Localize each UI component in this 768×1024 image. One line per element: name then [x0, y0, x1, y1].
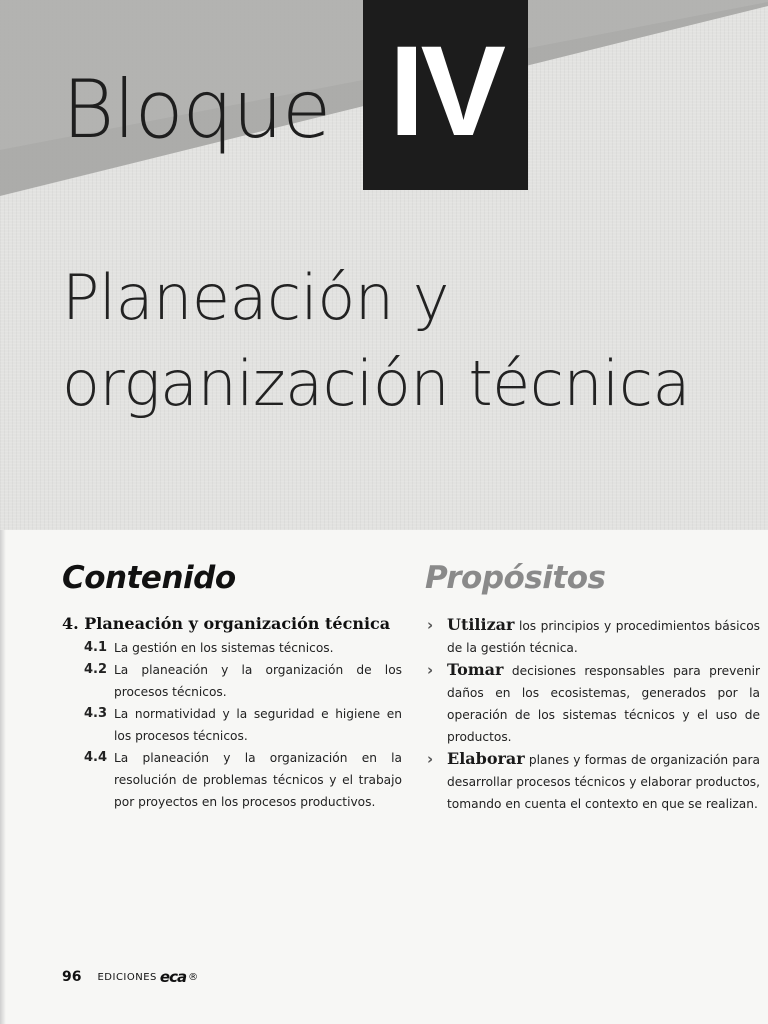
toc-item — [62, 659, 402, 703]
purpose-text: planes y formas de organización para desarrollar procesos técnicos y elaborar productos, tomando en cuenta el contexto en que se realizan. — [447, 753, 760, 811]
bloque-label: Bloque — [62, 63, 331, 156]
propositos-heading: Propósitos — [425, 560, 606, 596]
page-number: 96 — [62, 969, 82, 985]
chevron-right-icon: › — [427, 750, 434, 768]
toc-item — [62, 637, 402, 659]
propositos-column — [425, 560, 760, 815]
purpose-verb: Tomar — [447, 660, 504, 679]
toc-item-text: La normatividad y la seguridad e higiene en los procesos técnicos. — [114, 707, 402, 743]
purpose-item — [425, 614, 760, 659]
publisher-logo: eca — [159, 968, 187, 986]
toc-item-number: 4.4 — [84, 750, 108, 765]
section-title: 4. Planeación y organización técnica — [62, 614, 391, 633]
block-title — [62, 255, 762, 427]
bloque-numeral-box — [363, 0, 528, 190]
chevron-right-icon: › — [427, 616, 434, 634]
toc-item-number: 4.2 — [84, 662, 108, 677]
toc-item — [62, 747, 402, 813]
chevron-right-icon: › — [427, 661, 434, 679]
contenido-heading: Contenido — [62, 560, 236, 596]
page-footer — [62, 968, 198, 986]
toc-item-text: La gestión en los sistemas técnicos. — [114, 641, 334, 655]
purpose-item — [425, 659, 760, 748]
toc-item-number: 4.1 — [84, 640, 108, 655]
contenido-column — [62, 560, 402, 813]
toc-item-text: La planeación y la organización de los procesos técnicos. — [114, 663, 402, 699]
purpose-text: decisiones responsables para prevenir daños en los ecosistemas, generados por la operación de los sistemas técnicos y el uso de productos. — [447, 664, 760, 744]
bloque-numeral: IV — [389, 20, 502, 163]
purpose-text: los principios y procedimientos básicos de la gestión técnica. — [447, 619, 760, 655]
block-title-line-1: Planeación y — [62, 261, 449, 334]
publisher-name: EDICIONES — [97, 971, 157, 983]
toc-item-text: La planeación y la organización en la resolución de problemas técnicos y el trabajo por proyectos en los procesos productivos. — [114, 751, 402, 809]
purpose-verb: Utilizar — [447, 615, 515, 634]
purpose-item — [425, 748, 760, 815]
purpose-verb: Elaborar — [447, 749, 525, 768]
registered-mark: ® — [188, 971, 199, 983]
block-title-line-2: organización técnica — [62, 347, 690, 420]
toc-item — [62, 703, 402, 747]
toc-item-number: 4.3 — [84, 706, 108, 721]
